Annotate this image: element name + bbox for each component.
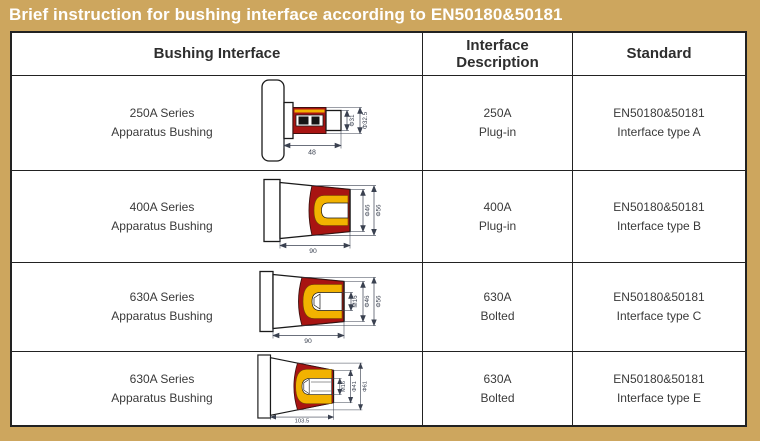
dim-label-length: 103.5 — [294, 418, 310, 422]
bushing-series: 630A Series — [129, 290, 195, 305]
header-bushing-interface: Bushing Interface — [12, 33, 423, 76]
interface-type: Interface type C — [616, 309, 702, 323]
rating: 250A — [483, 106, 512, 121]
table-row-250a-bushing-cell — [12, 76, 423, 171]
interface-type: Interface type E — [616, 390, 702, 405]
standard-code: EN50180&50181 — [613, 199, 705, 214]
standard-cell — [573, 263, 745, 352]
interface-description-cell — [423, 171, 573, 263]
interface-description-cell — [423, 352, 573, 425]
connection-type: Bolted — [480, 390, 515, 405]
drawing-630a-bolted-bushing — [258, 266, 408, 349]
drawing-250a-bushing — [260, 79, 410, 168]
drawing-630a-bolted-bushing-large — [256, 350, 393, 427]
dim-label-thread: M16 — [341, 380, 348, 392]
dim-label-inner-diameter: Φ41 — [352, 380, 358, 392]
standard-code: EN50180&50181 — [613, 290, 705, 305]
dim-label-outer-diameter: Φ56 — [375, 203, 383, 217]
interface-type: Interface type B — [616, 218, 702, 233]
connection-type: Bolted — [480, 309, 515, 323]
connection-type: Plug-in — [478, 125, 517, 139]
dim-label-length: 48 — [308, 149, 316, 157]
dim-label-length: 90 — [309, 247, 317, 253]
dim-label-thread: M16 — [352, 295, 359, 308]
table-row-630a-e-bushing-cell — [12, 352, 423, 425]
bushing-type: Apparatus Bushing — [111, 125, 213, 139]
rating: 400A — [483, 199, 512, 214]
standard-cell — [573, 171, 745, 263]
dim-label-inner-diameter: Φ31 — [349, 114, 356, 127]
bushing-series: 630A Series — [129, 371, 195, 386]
standard-code: EN50180&50181 — [613, 106, 705, 121]
standard-cell — [573, 352, 745, 425]
connection-type: Plug-in — [478, 218, 517, 233]
rating: 630A — [483, 290, 512, 305]
bushing-type: Apparatus Bushing — [111, 390, 213, 405]
drawing-400a-bushing — [262, 175, 412, 258]
interface-type: Interface type A — [617, 125, 701, 139]
rating: 630A — [483, 371, 512, 386]
bushing-type: Apparatus Bushing — [111, 309, 213, 323]
standard-cell — [573, 76, 745, 171]
dim-label-length: 90 — [304, 338, 312, 344]
page-title: Brief instruction for bushing interface according to EN50180&50181 — [9, 5, 563, 24]
table-row-630a-c-bushing-cell — [12, 263, 423, 352]
header-standard: Standard — [573, 33, 745, 76]
dim-label-outer-diameter: Φ61 — [362, 380, 369, 392]
bushing-type: Apparatus Bushing — [111, 218, 213, 233]
standard-code: EN50180&50181 — [613, 371, 705, 386]
header-interface-description: Interface Description — [423, 33, 573, 76]
interface-description-cell — [423, 263, 573, 352]
interface-description-cell — [423, 76, 573, 171]
dim-label-outer-diameter: Φ56 — [375, 295, 383, 308]
dim-label-inner-diameter: Φ46 — [364, 295, 371, 308]
bushing-series: 250A Series — [129, 106, 195, 121]
table-row-400a-bushing-cell — [12, 171, 423, 263]
dim-label-inner-diameter: Φ46 — [364, 203, 372, 217]
bushing-interface-table — [10, 31, 747, 427]
bushing-series: 400A Series — [129, 199, 195, 214]
dim-label-outer-diameter: Φ32.5 — [362, 111, 369, 130]
